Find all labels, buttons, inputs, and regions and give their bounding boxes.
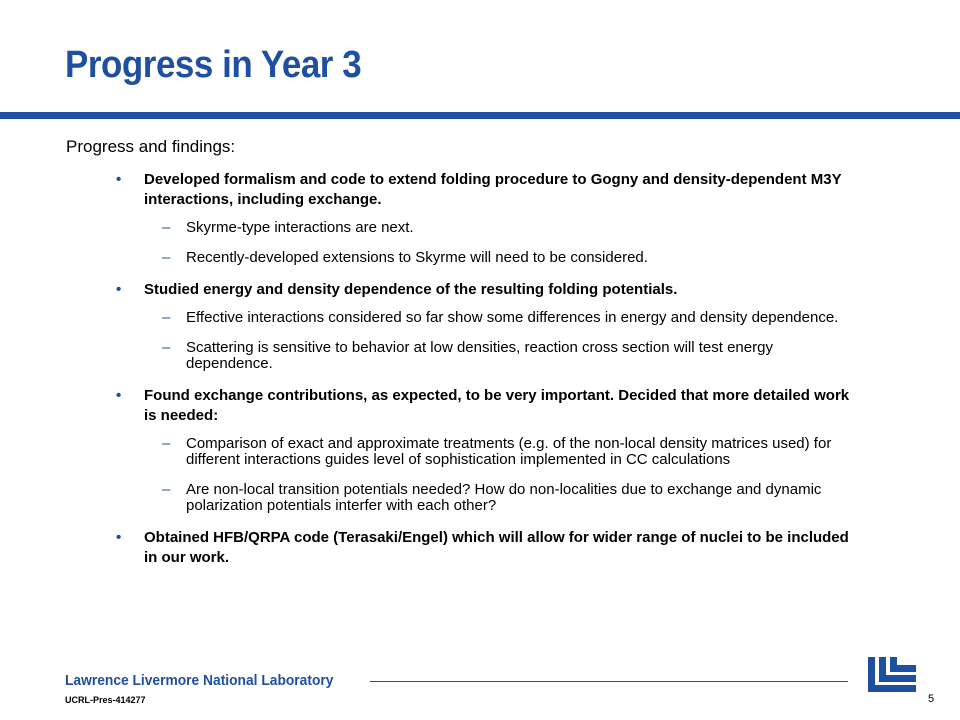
sub-bullet-item	[116, 482, 856, 514]
bullet-item	[116, 528, 856, 568]
sub-bullet-dash: –	[162, 481, 171, 498]
sub-bullet-dash: –	[162, 309, 171, 326]
slide-subtitle: Progress and findings:	[66, 137, 236, 156]
title-underline-bar	[0, 112, 960, 119]
page-number: 5	[928, 693, 935, 705]
sub-bullet-dash: –	[162, 435, 171, 452]
bullet-dot: •	[116, 529, 122, 546]
sub-bullet-text: Scattering is sensitive to behavior at low densities, reaction cross section will test energy dependence.	[186, 339, 773, 372]
sub-bullet-item	[116, 340, 856, 372]
sub-bullet-item	[116, 310, 856, 326]
sub-bullet-text: Effective interactions considered so far show some differences in energy and density dependence.	[186, 309, 839, 326]
footer-document-id: UCRL-Pres-414277	[65, 695, 146, 705]
sub-bullet-dash: –	[162, 339, 171, 356]
bullet-item	[116, 170, 856, 210]
bullet-text: Obtained HFB/QRPA code (Terasaki/Engel) which will allow for wider range of nuclei to be included in our work.	[144, 529, 849, 566]
slide-title: Progress in Year 3	[65, 44, 362, 86]
footer-lab-name: Lawrence Livermore National Laboratory	[65, 672, 334, 689]
sub-bullet-text: Skyrme-type interactions are next.	[186, 219, 414, 236]
llnl-logo-icon	[864, 655, 920, 697]
footer-divider	[370, 681, 848, 682]
bullet-dot: •	[116, 281, 122, 298]
bullet-dot: •	[116, 171, 122, 188]
sub-bullet-item	[116, 250, 856, 266]
sub-bullet-dash: –	[162, 219, 171, 236]
sub-bullet-item	[116, 220, 856, 236]
sub-bullet-dash: –	[162, 249, 171, 266]
bullet-item	[116, 280, 856, 300]
bullet-text: Developed formalism and code to extend folding procedure to Gogny and density-dependent M3Y interactions, including exchange.	[144, 171, 842, 208]
sub-bullet-item	[116, 436, 856, 468]
sub-bullet-text: Are non-local transition potentials needed? How do non-localities due to exchange and dynamic polarization potentials interfer with each other?	[186, 481, 822, 514]
sub-bullet-text: Recently-developed extensions to Skyrme will need to be considered.	[186, 249, 648, 266]
bullet-item	[116, 386, 856, 426]
bullet-text: Found exchange contributions, as expected, to be very important. Decided that more detailed work is needed:	[144, 387, 850, 424]
bullet-text: Studied energy and density dependence of the resulting folding potentials.	[144, 281, 678, 298]
sub-bullet-text: Comparison of exact and approximate treatments (e.g. of the non-local density matrices used) for different interactions guides level of sophistication implemented in CC calculations	[186, 435, 832, 468]
bullet-list	[116, 170, 856, 578]
bullet-dot: •	[116, 387, 122, 404]
